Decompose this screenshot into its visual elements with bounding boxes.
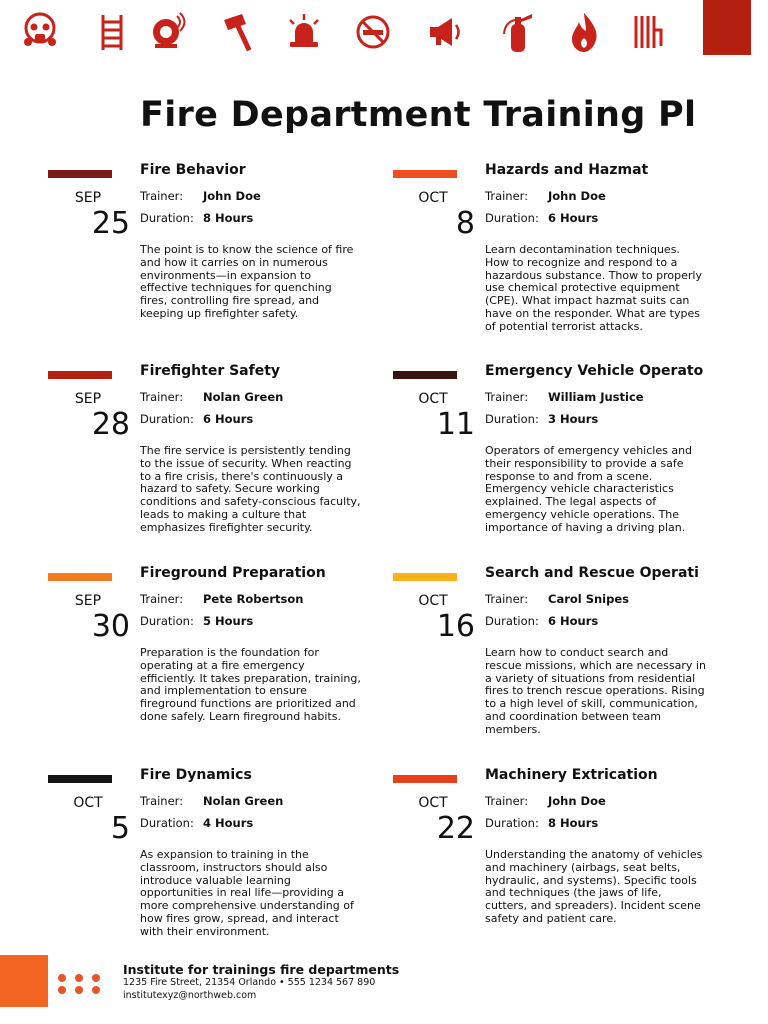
session-day: 30 — [91, 609, 130, 644]
session-duration-row — [140, 412, 253, 426]
trainer-name: Nolan Green — [203, 794, 284, 808]
duration-label: Duration: — [140, 412, 194, 426]
footer-dots-icon — [58, 972, 108, 996]
title-wrapper — [140, 95, 703, 135]
duration-label: Duration: — [485, 614, 539, 628]
trainer-label: Trainer: — [140, 794, 184, 808]
session-trainer-row — [140, 794, 283, 808]
session-title: Fire Dynamics — [140, 767, 252, 783]
session-month: OCT — [418, 593, 448, 609]
duration-value: 8 Hours — [203, 211, 254, 225]
duration-value: 6 Hours — [203, 412, 254, 426]
footer-email: institutexyz@northweb.com — [123, 990, 257, 1001]
session-duration-row — [485, 412, 598, 426]
duration-label: Duration: — [485, 412, 539, 426]
session-day: 22 — [436, 811, 475, 846]
session-trainer-row — [140, 592, 303, 606]
trainer-name: William Justice — [548, 390, 644, 404]
footer-accent-square — [0, 955, 48, 1007]
duration-value: 3 Hours — [548, 412, 599, 426]
trainer-name: Carol Snipes — [548, 592, 630, 606]
session-day: 8 — [455, 206, 475, 241]
session-day: 16 — [436, 609, 475, 644]
duration-value: 8 Hours — [548, 816, 599, 830]
session-month: OCT — [418, 391, 448, 407]
footer-organization-name: Institute for trainings fire departments — [123, 962, 400, 977]
session-title: Fire Behavior — [140, 162, 246, 178]
session-description: Preparation is the foundation for operating at a fire emergency efficiently. It takes preparation, training, and implementation to ensure fireground functions are prioritized and done safely. Learn fireground habits. — [140, 647, 361, 723]
duration-label: Duration: — [485, 816, 539, 830]
trainer-name: Pete Robertson — [203, 592, 304, 606]
fire-alarm-bell-icon — [147, 10, 187, 54]
trainer-label: Trainer: — [485, 794, 529, 808]
session-color-bar — [393, 573, 457, 581]
session-title: Fireground Preparation — [140, 565, 326, 581]
trainer-label: Trainer: — [140, 592, 184, 606]
session-color-bar — [48, 775, 112, 783]
session-month: SEP — [74, 593, 102, 609]
session-month: OCT — [418, 795, 448, 811]
session-title: Machinery Extrication — [485, 767, 658, 783]
emergency-siren-icon — [284, 10, 324, 54]
duration-label: Duration: — [140, 816, 194, 830]
session-description: Understanding the anatomy of vehicles and machinery (airbags, seat belts, hydraulic, and systems). Specific tools and techniques (the jaws of life, cutters, and spreaders). Incident scene safety and patient care. — [485, 849, 703, 925]
session-month: SEP — [74, 190, 102, 206]
session-card — [48, 767, 388, 965]
duration-label: Duration: — [485, 211, 539, 225]
trainer-name: John Doe — [548, 189, 606, 203]
session-card — [393, 162, 733, 360]
duration-value: 5 Hours — [203, 614, 254, 628]
session-title: Hazards and Hazmat — [485, 162, 649, 178]
session-duration-row — [140, 816, 253, 830]
trainer-label: Trainer: — [140, 390, 184, 404]
session-duration-row — [140, 614, 253, 628]
duration-label: Duration: — [140, 614, 194, 628]
session-card — [393, 363, 733, 561]
session-duration-row — [140, 211, 253, 225]
session-card — [393, 565, 733, 763]
session-description: As expansion to training in the classroom, instructors should also introduce valuable learning opportunities in real life—providing a more comprehensive understanding of how fires grow, spread, and interact with their environment. — [140, 849, 354, 938]
trainer-label: Trainer: — [485, 189, 529, 203]
megaphone-icon — [426, 10, 466, 54]
session-color-bar — [48, 170, 112, 178]
session-month: SEP — [74, 391, 102, 407]
session-trainer-row — [140, 189, 261, 203]
no-smoking-icon — [353, 10, 393, 54]
trainer-name: John Doe — [548, 794, 606, 808]
session-description: The fire service is persistently tending to the issue of security. When reacting to a fire crisis, there's continuously a hazard to safety. Secure working conditions and safety-conscious faculty, leads to making a culture that emphasizes firefighter security. — [140, 445, 361, 534]
fire-axe-icon — [220, 10, 260, 54]
session-card — [48, 162, 388, 360]
session-duration-row — [485, 816, 598, 830]
footer-address: 1235 Fire Street, 21354 Orlando • 555 1234 567 890 — [123, 977, 376, 988]
session-color-bar — [393, 775, 457, 783]
corner-accent-block — [703, 0, 751, 55]
fire-extinguisher-icon — [498, 10, 538, 54]
session-month: OCT — [73, 795, 103, 811]
session-duration-row — [485, 614, 598, 628]
session-description: Operators of emergency vehicles and their responsibility to provide a safe response to and from a scene. Emergency vehicle characteristics explained. The legal aspects of emergency vehicle operations. The importance of having a driving plan. — [485, 445, 693, 534]
fire-hose-icon — [628, 10, 668, 54]
session-day: 11 — [436, 407, 475, 442]
trainer-label: Trainer: — [485, 592, 529, 606]
trainer-name: John Doe — [203, 189, 261, 203]
session-trainer-row — [485, 390, 644, 404]
session-day: 28 — [91, 407, 130, 442]
session-color-bar — [393, 371, 457, 379]
session-duration-row — [485, 211, 598, 225]
session-description: Learn decontamination techniques. How to recognize and respond to a hazardous substance. Thow to properly use chemical protective equipment (CPE). What impact hazmat suits can have on the responder. What are types of potential terrorist attacks. — [485, 244, 703, 333]
duration-label: Duration: — [140, 211, 194, 225]
session-title: Search and Rescue Operati — [485, 565, 699, 581]
page-title: Fire Department Training Pl — [140, 95, 697, 135]
duration-value: 6 Hours — [548, 614, 599, 628]
session-trainer-row — [485, 592, 629, 606]
session-card — [48, 363, 388, 561]
duration-value: 4 Hours — [203, 816, 254, 830]
session-card — [48, 565, 388, 763]
session-card — [393, 767, 733, 965]
flame-icon — [564, 10, 604, 54]
session-day: 25 — [91, 206, 130, 241]
session-month: OCT — [418, 190, 448, 206]
trainer-label: Trainer: — [485, 390, 529, 404]
gas-mask-icon — [20, 10, 60, 54]
session-color-bar — [48, 371, 112, 379]
session-title: Emergency Vehicle Operato — [485, 363, 703, 379]
session-day: 5 — [110, 811, 130, 846]
trainer-label: Trainer: — [140, 189, 184, 203]
session-trainer-row — [140, 390, 283, 404]
session-trainer-row — [485, 794, 606, 808]
trainer-name: Nolan Green — [203, 390, 284, 404]
ladder-icon — [92, 10, 132, 54]
session-description: Learn how to conduct search and rescue missions, which are necessary in a variety of situations from residential fires to trench rescue operations. Rising to a high level of skill, communication, and coordination between team members. — [485, 647, 706, 736]
icon-row — [20, 10, 700, 54]
session-color-bar — [393, 170, 457, 178]
duration-value: 6 Hours — [548, 211, 599, 225]
session-description: The point is to know the science of fire and how it carries on in numerous environments—in expansion to effective techniques for quenching fires, controlling fire spread, and keeping up firefighter safety. — [140, 244, 354, 320]
session-trainer-row — [485, 189, 606, 203]
session-title: Firefighter Safety — [140, 363, 281, 379]
session-color-bar — [48, 573, 112, 581]
